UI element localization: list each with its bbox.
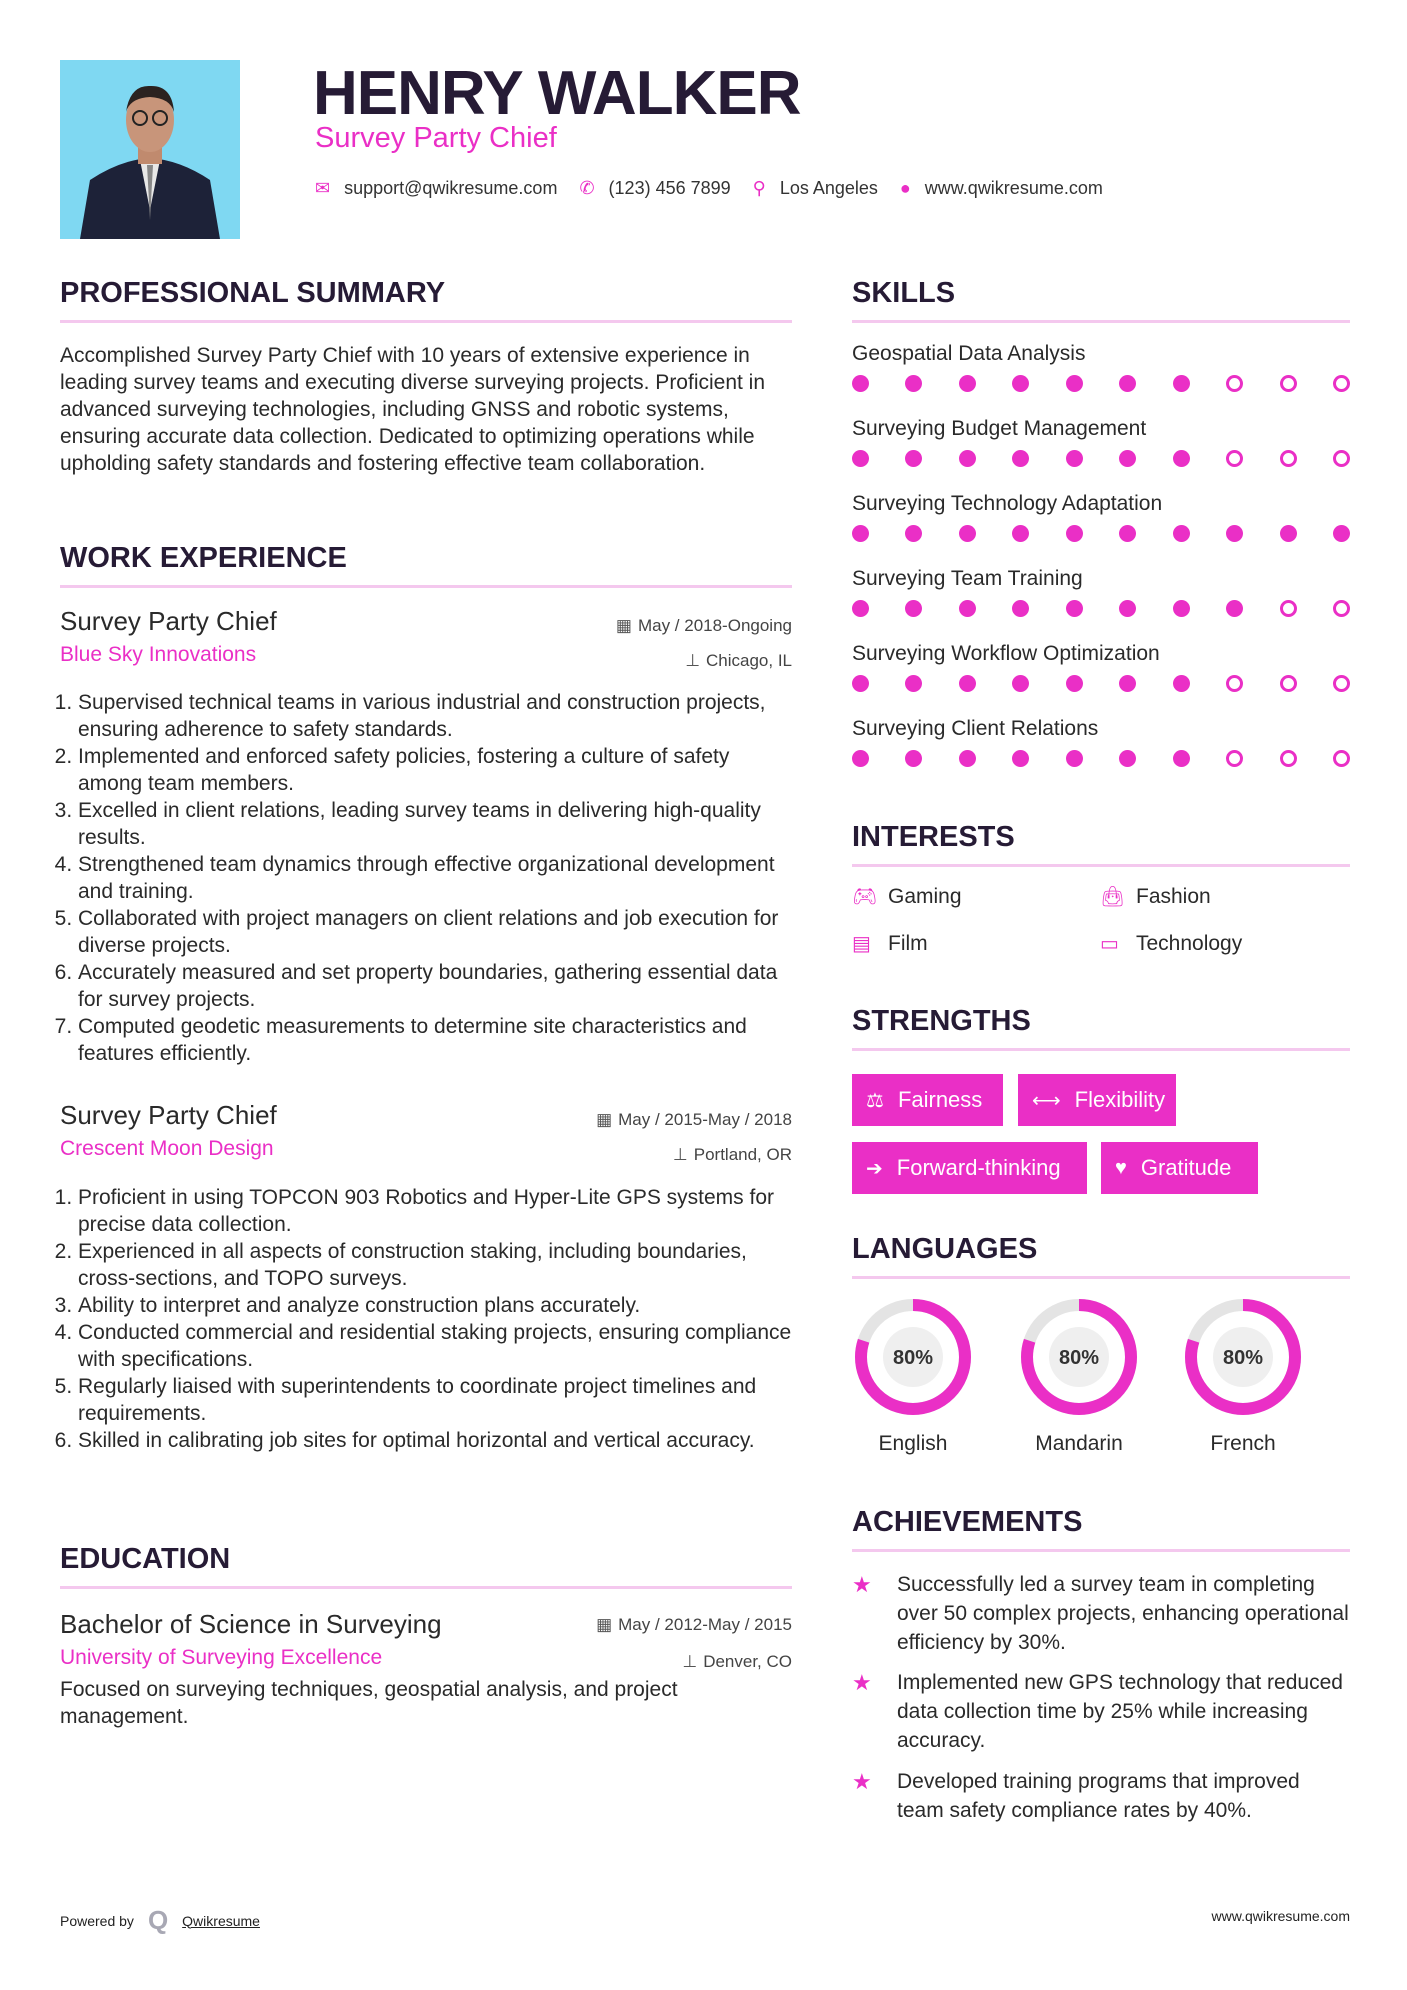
- rating-dot-empty: [1280, 375, 1297, 392]
- responsibility-item: 5. Collaborated with project managers on client relations and job execution for diverse projects.: [78, 905, 795, 959]
- rating-dot-filled: [1173, 375, 1190, 392]
- rating-dot-empty: [1226, 375, 1243, 392]
- job-entry: [60, 606, 792, 686]
- rating-dot-filled: [905, 375, 922, 392]
- envelope-icon: ✉: [315, 178, 331, 198]
- skill-name: Geospatial Data Analysis: [852, 342, 1086, 365]
- shopping-bag-icon: 👜︎: [1100, 886, 1126, 908]
- interest-label: Technology: [1136, 931, 1243, 955]
- powered-by-text: Powered by: [60, 1912, 134, 1929]
- rating-dot-filled: [1119, 675, 1136, 692]
- skill-rating: [852, 750, 1350, 767]
- languages-section: [852, 1233, 1350, 1473]
- responsibility-item: 5. Regularly liaised with superintendents to coordinate project timelines and requirements.: [78, 1373, 795, 1427]
- job-title: Survey Party Chief: [60, 1100, 277, 1130]
- language-name: Mandarin: [1035, 1432, 1123, 1455]
- calendar-icon: ▦: [615, 616, 632, 635]
- rating-dot-empty: [1280, 750, 1297, 767]
- heart-icon: ♥: [1115, 1156, 1127, 1179]
- rating-dot-filled: [1066, 525, 1083, 542]
- globe-icon: ●: [899, 178, 911, 198]
- calendar-icon: ▦: [596, 1110, 613, 1129]
- rating-dot-filled: [852, 675, 869, 692]
- rating-dot-filled: [1173, 525, 1190, 542]
- interests-section: [852, 821, 1350, 967]
- rating-dot-filled: [1012, 750, 1029, 767]
- shooting-star-icon: ★: [852, 1572, 872, 1597]
- skill-item: [852, 717, 1350, 792]
- film-icon: ▤: [852, 933, 871, 955]
- strength-label: Gratitude: [1140, 1155, 1232, 1180]
- education-location: Denver, CO: [703, 1652, 792, 1671]
- rating-dot-empty: [1226, 750, 1243, 767]
- rating-dot-filled: [1280, 525, 1297, 542]
- rating-dot-filled: [852, 600, 869, 617]
- section-heading: PROFESSIONAL SUMMARY: [60, 277, 446, 309]
- pin-icon: ⊥: [685, 651, 700, 670]
- skill-name: Surveying Budget Management: [852, 417, 1147, 440]
- rating-dot-filled: [1012, 525, 1029, 542]
- section-heading: STRENGTHS: [852, 1005, 1031, 1037]
- skill-item: [852, 342, 1350, 417]
- achievement-text: Developed training programs that improved team safety compliance rates by 40%.: [897, 1770, 1300, 1822]
- language-item: [852, 1296, 974, 1456]
- rating-dot-filled: [959, 675, 976, 692]
- strength-label: Flexibility: [1074, 1087, 1166, 1112]
- job-responsibilities: [60, 689, 795, 1067]
- achievement-text: Implemented new GPS technology that reduced data collection time by 25% while increasing accuracy.: [897, 1671, 1343, 1752]
- laptop-icon: ▭: [1100, 933, 1119, 955]
- rating-dot-empty: [1280, 675, 1297, 692]
- brand-link[interactable]: Qwikresume: [182, 1912, 260, 1929]
- interest-film: [852, 931, 928, 956]
- rating-dot-empty: [1226, 450, 1243, 467]
- rating-dot-filled: [1173, 450, 1190, 467]
- responsibility-item: 2. Experienced in all aspects of construction staking, including boundaries, cross-sections, and TOPO surveys.: [78, 1238, 795, 1292]
- arrows-h-icon: ⟷: [1032, 1089, 1061, 1112]
- rating-dot-filled: [1226, 600, 1243, 617]
- skill-name: Surveying Client Relations: [852, 717, 1099, 740]
- rating-dot-filled: [959, 600, 976, 617]
- interest-technology: [1100, 931, 1242, 956]
- rating-dot-filled: [1119, 525, 1136, 542]
- responsibility-item: 3. Ability to interpret and analyze construction plans accurately.: [78, 1292, 795, 1319]
- rating-dot-filled: [1066, 675, 1083, 692]
- language-progress-ring: [852, 1296, 974, 1418]
- strength-label: Fairness: [897, 1087, 983, 1112]
- divider: [852, 1549, 1350, 1552]
- rating-dot-filled: [1119, 600, 1136, 617]
- contact-row: [315, 178, 1125, 199]
- skill-rating: [852, 600, 1350, 617]
- summary-section: [60, 277, 792, 477]
- divider: [852, 320, 1350, 323]
- strengths-section: [852, 1005, 1350, 1205]
- skill-item: [852, 642, 1350, 717]
- pin-icon: ⊥: [682, 1652, 698, 1671]
- education-description: Focused on surveying techniques, geospatial analysis, and project management.: [60, 1678, 678, 1728]
- rating-dot-filled: [852, 750, 869, 767]
- divider: [60, 585, 792, 588]
- rating-dot-filled: [1066, 375, 1083, 392]
- achievement-text: Successfully led a survey team in completing over 50 complex projects, enhancing operational efficiency by 30%.: [897, 1573, 1349, 1654]
- skill-rating: [852, 450, 1350, 467]
- candidate-title: Survey Party Chief: [315, 122, 557, 154]
- rating-dot-filled: [959, 525, 976, 542]
- job-location: Portland, OR: [693, 1145, 792, 1164]
- profile-photo: [60, 60, 240, 239]
- contact-phone: (123) 456 7899: [608, 178, 731, 198]
- divider: [60, 320, 792, 323]
- strength-badge: [852, 1142, 1087, 1194]
- job-date: May / 2015-May / 2018: [618, 1110, 792, 1129]
- job-company: Blue Sky Innovations: [60, 643, 257, 666]
- strength-badge: [1101, 1142, 1258, 1194]
- responsibility-item: 1. Supervised technical teams in various industrial and construction projects, ensuring adherence to safety standards.: [78, 689, 795, 743]
- job-entry: [60, 1100, 792, 1180]
- responsibility-item: 4. Conducted commercial and residential staking projects, ensuring compliance with specifications.: [78, 1319, 795, 1373]
- rating-dot-filled: [905, 600, 922, 617]
- interest-label: Fashion: [1136, 884, 1211, 908]
- school: University of Surveying Excellence: [60, 1646, 383, 1669]
- candidate-name: HENRY WALKER: [313, 59, 801, 128]
- section-heading: SKILLS: [852, 277, 956, 309]
- rating-dot-filled: [1226, 525, 1243, 542]
- rating-dot-filled: [1012, 675, 1029, 692]
- rating-dot-empty: [1226, 675, 1243, 692]
- rating-dot-empty: [1333, 600, 1350, 617]
- achievements-section: [852, 1506, 1350, 1866]
- divider: [60, 1586, 792, 1589]
- rating-dot-filled: [1066, 600, 1083, 617]
- skill-name: Surveying Team Training: [852, 567, 1083, 590]
- interest-gaming: [852, 884, 962, 909]
- skill-item: [852, 492, 1350, 567]
- strength-label: Forward-thinking: [896, 1155, 1061, 1180]
- rating-dot-empty: [1333, 750, 1350, 767]
- rating-dot-filled: [852, 450, 869, 467]
- rating-dot-filled: [1173, 750, 1190, 767]
- achievement-item: [852, 1767, 1350, 1825]
- rating-dot-filled: [905, 675, 922, 692]
- rating-dot-filled: [959, 750, 976, 767]
- footer-powered: [60, 1905, 260, 1936]
- rating-dot-filled: [959, 375, 976, 392]
- interest-label: Gaming: [888, 884, 962, 908]
- interest-fashion: [1100, 884, 1211, 909]
- rating-dot-filled: [959, 450, 976, 467]
- language-percent: 80%: [1222, 1347, 1264, 1369]
- balance-scale-icon: ⚖: [866, 1089, 884, 1112]
- education-section: [60, 1543, 792, 1730]
- rating-dot-filled: [1066, 450, 1083, 467]
- rating-dot-empty: [1333, 375, 1350, 392]
- responsibility-item: 7. Computed geodetic measurements to determine site characteristics and features efficiently.: [78, 1013, 795, 1067]
- responsibility-item: 6. Skilled in calibrating job sites for optimal horizontal and vertical accuracy.: [78, 1427, 795, 1454]
- job-location: Chicago, IL: [706, 651, 792, 670]
- contact-location: Los Angeles: [779, 178, 878, 198]
- job-title: Survey Party Chief: [60, 606, 277, 636]
- education-date: May / 2012-May / 2015: [618, 1615, 792, 1634]
- skill-item: [852, 417, 1350, 492]
- responsibility-item: 2. Implemented and enforced safety policies, fostering a culture of safety among team members.: [78, 743, 795, 797]
- language-name: French: [1210, 1432, 1276, 1455]
- rating-dot-filled: [1012, 600, 1029, 617]
- language-percent: 80%: [892, 1347, 934, 1369]
- calendar-icon: ▦: [596, 1615, 613, 1634]
- shooting-star-icon: ★: [852, 1769, 872, 1794]
- skill-item: [852, 567, 1350, 642]
- rating-dot-filled: [1173, 600, 1190, 617]
- section-heading: ACHIEVEMENTS: [852, 1506, 1083, 1538]
- rating-dot-filled: [1119, 450, 1136, 467]
- rating-dot-empty: [1333, 675, 1350, 692]
- strength-badge: [1018, 1074, 1176, 1126]
- language-item: [1018, 1296, 1140, 1456]
- arrow-right-icon: ➔: [866, 1157, 883, 1180]
- job-date: May / 2018-Ongoing: [637, 616, 792, 635]
- skill-name: Surveying Workflow Optimization: [852, 642, 1160, 665]
- map-marker-icon: ⚲: [752, 178, 766, 198]
- footer-website[interactable]: www.qwikresume.com: [1211, 1908, 1350, 1924]
- section-heading: WORK EXPERIENCE: [60, 542, 347, 574]
- rating-dot-filled: [1012, 450, 1029, 467]
- job-company: Crescent Moon Design: [60, 1137, 274, 1160]
- rating-dot-empty: [1280, 600, 1297, 617]
- rating-dot-filled: [852, 525, 869, 542]
- contact-website[interactable]: www.qwikresume.com: [924, 178, 1103, 198]
- achievement-item: [852, 1570, 1350, 1657]
- responsibility-item: 6. Accurately measured and set property boundaries, gathering essential data for survey projects.: [78, 959, 795, 1013]
- skill-rating: [852, 525, 1350, 542]
- rating-dot-filled: [1333, 525, 1350, 542]
- phone-icon: ✆: [579, 178, 595, 198]
- language-name: English: [878, 1432, 948, 1455]
- skill-rating: [852, 675, 1350, 692]
- section-heading: EDUCATION: [60, 1543, 231, 1575]
- rating-dot-filled: [852, 375, 869, 392]
- language-progress-ring: [1018, 1296, 1140, 1418]
- rating-dot-empty: [1280, 450, 1297, 467]
- responsibility-item: 3. Excelled in client relations, leading survey teams in delivering high-quality results.: [78, 797, 795, 851]
- interest-label: Film: [888, 931, 928, 955]
- job-responsibilities: [60, 1184, 795, 1454]
- skills-section: [852, 277, 1350, 792]
- achievement-item: [852, 1668, 1350, 1755]
- gamepad-icon: 🎮︎: [852, 886, 878, 908]
- contact-email[interactable]: support@qwikresume.com: [344, 178, 558, 198]
- shooting-star-icon: ★: [852, 1670, 872, 1695]
- divider: [852, 1048, 1350, 1051]
- strength-badge: [852, 1074, 1003, 1126]
- language-progress-ring: [1182, 1296, 1304, 1418]
- language-percent: 80%: [1058, 1347, 1100, 1369]
- language-item: [1182, 1296, 1304, 1456]
- degree: Bachelor of Science in Surveying: [60, 1609, 442, 1639]
- rating-dot-filled: [1066, 750, 1083, 767]
- responsibility-item: 1. Proficient in using TOPCON 903 Robotics and Hyper-Lite GPS systems for precise data collection.: [78, 1184, 795, 1238]
- qwikresume-logo-icon: Q: [147, 1905, 169, 1935]
- skill-name: Surveying Technology Adaptation: [852, 492, 1163, 515]
- rating-dot-filled: [1119, 750, 1136, 767]
- skill-rating: [852, 375, 1350, 392]
- divider: [852, 1276, 1350, 1279]
- rating-dot-filled: [905, 450, 922, 467]
- rating-dot-filled: [1173, 675, 1190, 692]
- rating-dot-empty: [1333, 450, 1350, 467]
- rating-dot-filled: [1119, 375, 1136, 392]
- section-heading: INTERESTS: [852, 821, 1015, 853]
- pin-icon: ⊥: [672, 1145, 688, 1164]
- responsibility-item: 4. Strengthened team dynamics through effective organizational development and training.: [78, 851, 795, 905]
- summary-text: Accomplished Survey Party Chief with 10 years of extensive experience in leading survey teams and executing diverse surveying projects. Proficient in advanced surveying technologies, including GNSS and robotic systems, ensuring accurate data collection. Dedicated to optimizing operations while upholding safety standards and fostering effective team collaboration.: [60, 344, 766, 475]
- rating-dot-filled: [1012, 375, 1029, 392]
- rating-dot-filled: [905, 750, 922, 767]
- work-section: [60, 542, 792, 588]
- rating-dot-filled: [905, 525, 922, 542]
- section-heading: LANGUAGES: [852, 1233, 1038, 1265]
